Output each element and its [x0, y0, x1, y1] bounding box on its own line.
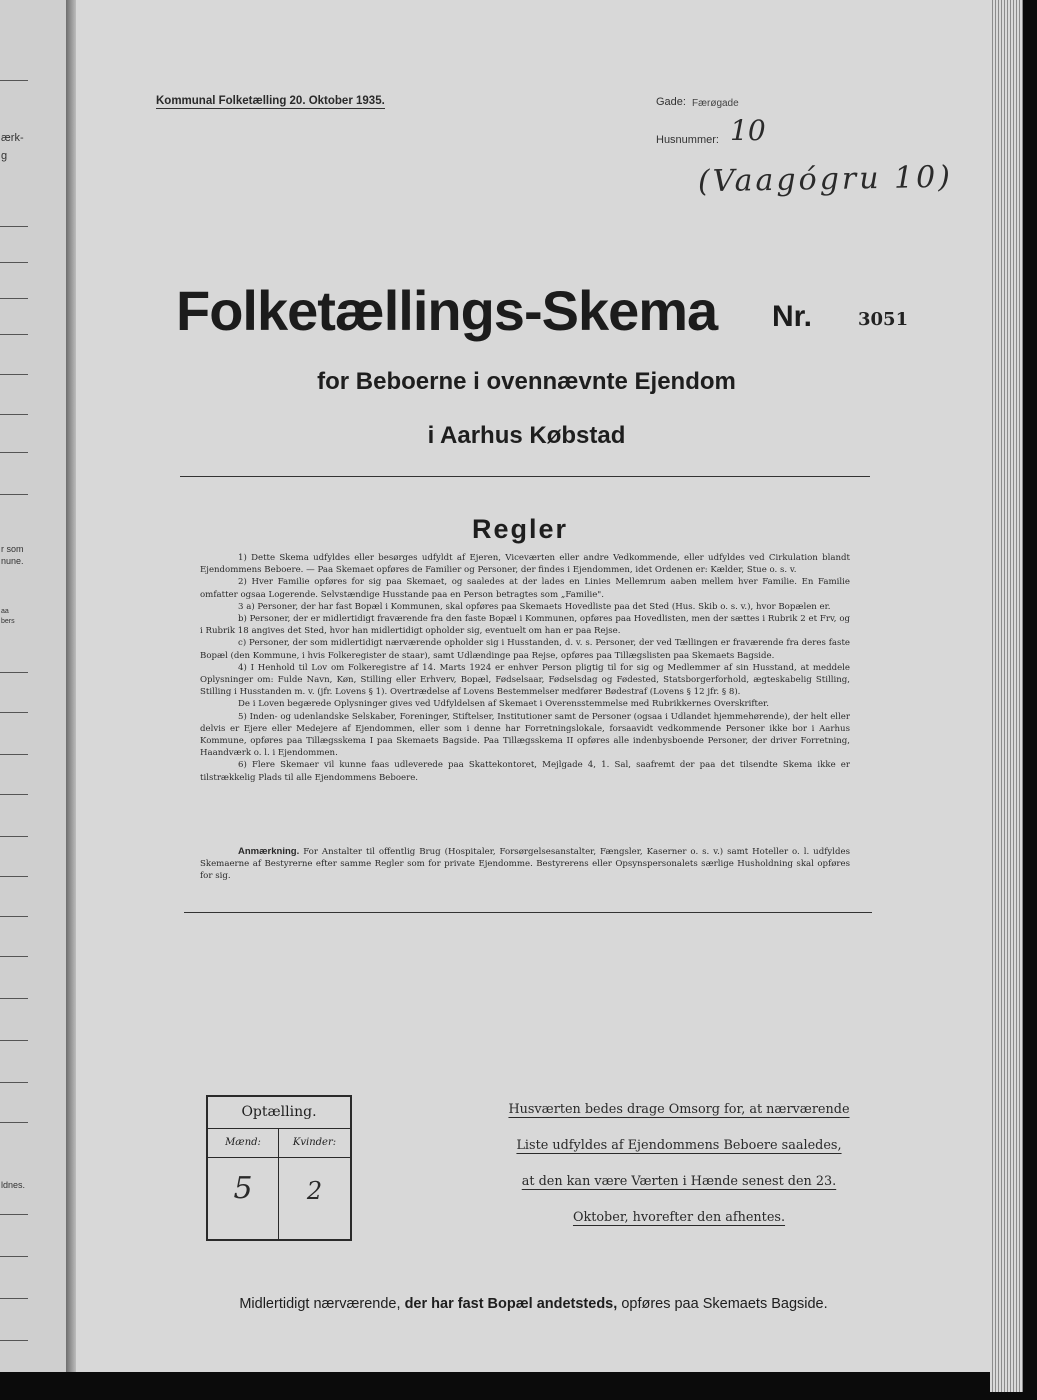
- left-facing-page: [0, 0, 68, 1372]
- left-fragment: ærk-: [1, 132, 24, 144]
- form-line: [0, 956, 28, 957]
- left-fragment: bers: [1, 618, 15, 625]
- form-line: [0, 452, 28, 453]
- men-count: 5: [233, 1171, 253, 1206]
- form-line: [0, 876, 28, 877]
- nr-label: Nr.: [772, 300, 813, 333]
- men-label: Mænd:: [225, 1137, 261, 1148]
- subtitle-line-1: for Beboerne i ovennævnte Ejendom: [317, 368, 736, 395]
- women-label: Kvinder:: [292, 1137, 337, 1148]
- rules-text: [200, 552, 850, 784]
- form-line: [0, 1256, 28, 1257]
- rule-paragraph: 2) Hver Familie opføres for sig paa Skemaet, og saaledes at der lades en Linies Mellemrum aaben mellem hver Familie. En Familie omfatter ogsaa Logerende. Selvstændige Husstande paa en Person betragtes som „Familie".: [200, 577, 850, 600]
- form-line: [0, 754, 28, 755]
- rule-paragraph: 3 a) Personer, der har fast Bopæl i Kommunen, skal opføres paa Skemaets Hovedliste paa det Sted (Hus. Skib o. s. v.), hvor Bopælen er.: [238, 601, 831, 612]
- form-line: [0, 226, 28, 227]
- house-number-label: Husnummer:: [656, 134, 719, 146]
- divider-bottom: [184, 912, 872, 913]
- left-fragment: ldnes.: [1, 1180, 26, 1190]
- form-line: [0, 1082, 28, 1083]
- form-line: [0, 1214, 28, 1215]
- house-number-value: 10: [730, 114, 766, 147]
- left-fragment: aa: [1, 608, 9, 615]
- rule-paragraph: b) Personer, der er midlertidigt fraværende fra den faste Bopæl i Kommunen, opføres paa Hovedlisten, men der sættes i Rubrik 2 et Frv, og i Rubrik 18 angives det Sted, hvor han midlertidigt opholder sig, eventuelt om han er paa Rejse.: [200, 614, 850, 637]
- form-line: [0, 414, 28, 415]
- notice-line: at den kan være Værten i Hænde senest den 23.: [521, 1174, 837, 1189]
- divider-top: [180, 476, 870, 477]
- rules-heading: Regler: [472, 514, 569, 544]
- rule-paragraph: 5) Inden- og udenlandske Selskaber, Foreninger, Stiftelser, Institutioner samt de Personer (ogsaa i Udlandet hjemmehørende), der helt eller delvis er Ejere eller Medejere af Ejendommen, eller som i denne har Forretningslokale, forsaavidt vedkommende Personer ikke bor i Aarhus Kommune, opføres paa Tillægsskema I paa Skemaets Bagside. Paa Tillægsskema II opføres alle indenbysboende Personer, der driver Forretning, Haandværk o. l. i Ejendommen.: [200, 711, 850, 759]
- form-line: [0, 80, 28, 81]
- form-title: Folketællings-Skema: [176, 279, 718, 342]
- rule-paragraph: c) Personer, der som midlertidigt nærværende opholder sig i Husstanden, d. v. s. Personer, der ved Tællingen er fraværende fra deres faste Bopæl (den Kommune, i hvis Folkeregister de staar), samt Udlændinge paa Rejse, opføres paa Tillægslisten paa Skemaets Bagside.: [200, 638, 850, 661]
- remark-label: Anmærkning.: [238, 846, 300, 857]
- notice-line: Oktober, hvorefter den afhentes.: [572, 1210, 786, 1225]
- tally-row-divider: [208, 1157, 350, 1158]
- left-fragment: g: [1, 150, 8, 162]
- form-line: [0, 998, 28, 999]
- rule-paragraph: 1) Dette Skema udfyldes eller besørges udfyldt af Ejeren, Viceværten eller andre Vedkommende, eller udfyldes ved Cirkulation blandt Ejendommens Beboere. — Paa Skemaet opføres de Familier og Personer, der findes i Ejendommen, idet Ordenen er: Kælder, Stue o. s. v.: [200, 553, 850, 576]
- form-line: [0, 794, 28, 795]
- form-line: [0, 1040, 28, 1041]
- notice-line: Liste udfyldes af Ejendommens Beboere saaledes,: [516, 1138, 842, 1153]
- tally-box: [206, 1095, 352, 1241]
- form-line: [0, 298, 28, 299]
- form-line: [0, 672, 28, 673]
- left-fragment: r som: [1, 544, 24, 554]
- form-line: [0, 916, 28, 917]
- rule-paragraph: 4) I Henhold til Lov om Folkeregistre af 14. Marts 1924 er enhver Person pligtig til for sig og Medlemmer af sin Husstand, at meddele Oplysninger om: Fulde Navn, Køn, Stilling eller Erhverv, Bopæl, Fødselsaar, Fødselsdag og Fødested, Statsborgerforhold, ægteskabelig Stilling, Stilling i Husstanden m. v. (jfr. Lovens § 1). Overtrædelse af Lovens Bestemmelser medfører Bødestraf (Lovens § 12 jfr. § 8).: [200, 662, 850, 698]
- remark: [200, 846, 850, 883]
- women-count: 2: [306, 1177, 323, 1205]
- footer-bold: der har fast Bopæl andetsteds,: [404, 1296, 618, 1312]
- tally-title: Optælling.: [208, 1097, 350, 1129]
- form-line: [0, 334, 28, 335]
- left-fragment: nune.: [1, 556, 24, 566]
- street-value: Færøgade: [692, 98, 739, 109]
- footer-note: [0, 1296, 1037, 1312]
- rule-paragraph: De i Loven begærede Oplysninger gives ved Udfyldelsen af Skemaet i Overensstemmelse med Rubrikkernes Overskrifter.: [238, 699, 769, 710]
- subtitle-line-2: i Aarhus Købstad: [427, 422, 626, 449]
- form-line: [0, 1122, 28, 1123]
- footer-prefix: Midlertidigt nærværende,: [239, 1296, 401, 1312]
- handwritten-note: (Vaagógru 10): [697, 159, 954, 200]
- form-line: [0, 262, 28, 263]
- form-line: [0, 1340, 28, 1341]
- form-line: [0, 712, 28, 713]
- remark-text: For Anstalter til offentlig Brug (Hospitaler, Forsørgelsesanstalter, Fængsler, Kaserner o. s. v.) samt Hoteller o. l. udfyldes Skemaerne af Bestyrerne efter samme Regler som for private Ejendomme. Bestyrerens eller Opsynspersonalets særlige Husholdning skal opføres for sig.: [200, 847, 850, 882]
- page-stack-edge: [990, 0, 1023, 1392]
- census-label: Kommunal Folketælling 20. Oktober 1935.: [156, 95, 385, 107]
- book-gutter: [66, 0, 76, 1372]
- street-label: Gade:: [656, 96, 686, 108]
- form-line: [0, 836, 28, 837]
- rule-paragraph: 6) Flere Skemaer vil kunne faas udleverede paa Skattekontoret, Mejlgade 4, 1. Sal, saafremt der paa det tilsendte Skema ikke er tilstrækkelig Plads til alle Ejendommens Beboere.: [200, 760, 850, 783]
- form-number: 3051: [858, 309, 909, 330]
- footer-suffix: opføres paa Skemaets Bagside.: [621, 1296, 828, 1312]
- landlord-notice: [508, 1102, 850, 1246]
- form-line: [0, 494, 28, 495]
- notice-line: Husværten bedes drage Omsorg for, at nærværende: [508, 1102, 850, 1117]
